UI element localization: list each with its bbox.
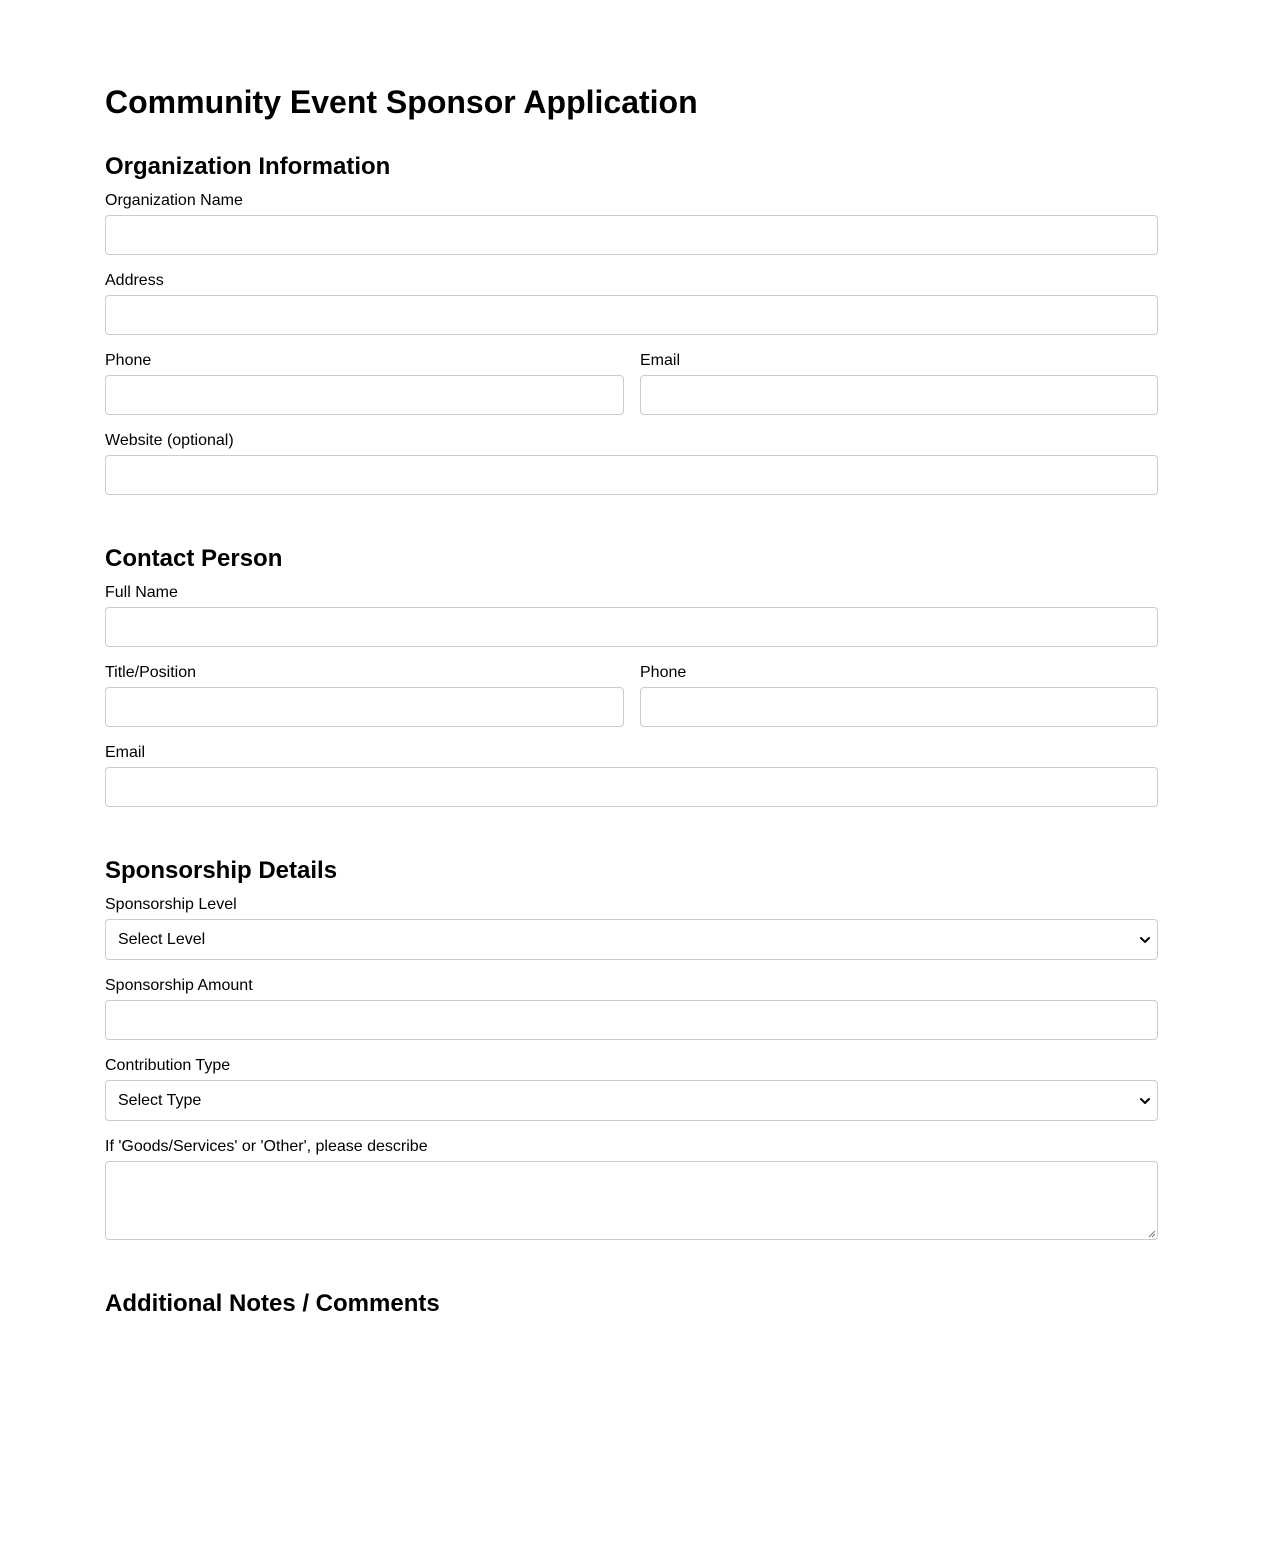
contribution-type-selected: Select Type xyxy=(118,1092,202,1109)
address-input[interactable] xyxy=(105,295,1158,335)
sponsorship-level-selected: Select Level xyxy=(118,931,206,948)
notes-section-title: Additional Notes / Comments xyxy=(105,1290,440,1317)
title-position-label: Title/Position xyxy=(105,664,196,681)
resize-handle-icon[interactable] xyxy=(1146,1228,1156,1238)
organization-email-input[interactable] xyxy=(640,375,1158,415)
chevron-down-icon xyxy=(1139,934,1151,946)
organization-phone-label: Phone xyxy=(105,352,152,369)
contact-phone-input[interactable] xyxy=(640,687,1158,727)
sponsorship-amount-label: Sponsorship Amount xyxy=(105,977,253,994)
sponsorship-section-title: Sponsorship Details xyxy=(105,857,338,884)
sponsorship-amount-input[interactable] xyxy=(105,1000,1158,1040)
organization-section-title: Organization Information xyxy=(105,153,391,180)
title-position-input[interactable] xyxy=(105,687,624,727)
address-label: Address xyxy=(105,272,164,289)
organization-name-label: Organization Name xyxy=(105,192,243,209)
full-name-label: Full Name xyxy=(105,584,178,601)
describe-textarea[interactable] xyxy=(105,1161,1158,1240)
sponsorship-level-label: Sponsorship Level xyxy=(105,896,237,913)
organization-email-label: Email xyxy=(640,352,681,369)
contact-email-input[interactable] xyxy=(105,767,1158,807)
describe-label: If 'Goods/Services' or 'Other', please describe xyxy=(105,1138,428,1155)
contribution-type-select[interactable] xyxy=(105,1080,1158,1121)
sponsorship-level-select[interactable] xyxy=(105,919,1158,960)
page-title: Community Event Sponsor Application xyxy=(105,84,698,120)
organization-phone-input[interactable] xyxy=(105,375,624,415)
application-form xyxy=(105,0,1158,1317)
website-input[interactable] xyxy=(105,455,1158,495)
organization-name-input[interactable] xyxy=(105,215,1158,255)
full-name-input[interactable] xyxy=(105,607,1158,647)
contact-email-label: Email xyxy=(105,744,146,761)
website-label: Website (optional) xyxy=(105,432,234,449)
contact-phone-label: Phone xyxy=(640,664,687,681)
contribution-type-label: Contribution Type xyxy=(105,1057,231,1074)
contact-section-title: Contact Person xyxy=(105,545,283,572)
chevron-down-icon xyxy=(1139,1095,1151,1107)
